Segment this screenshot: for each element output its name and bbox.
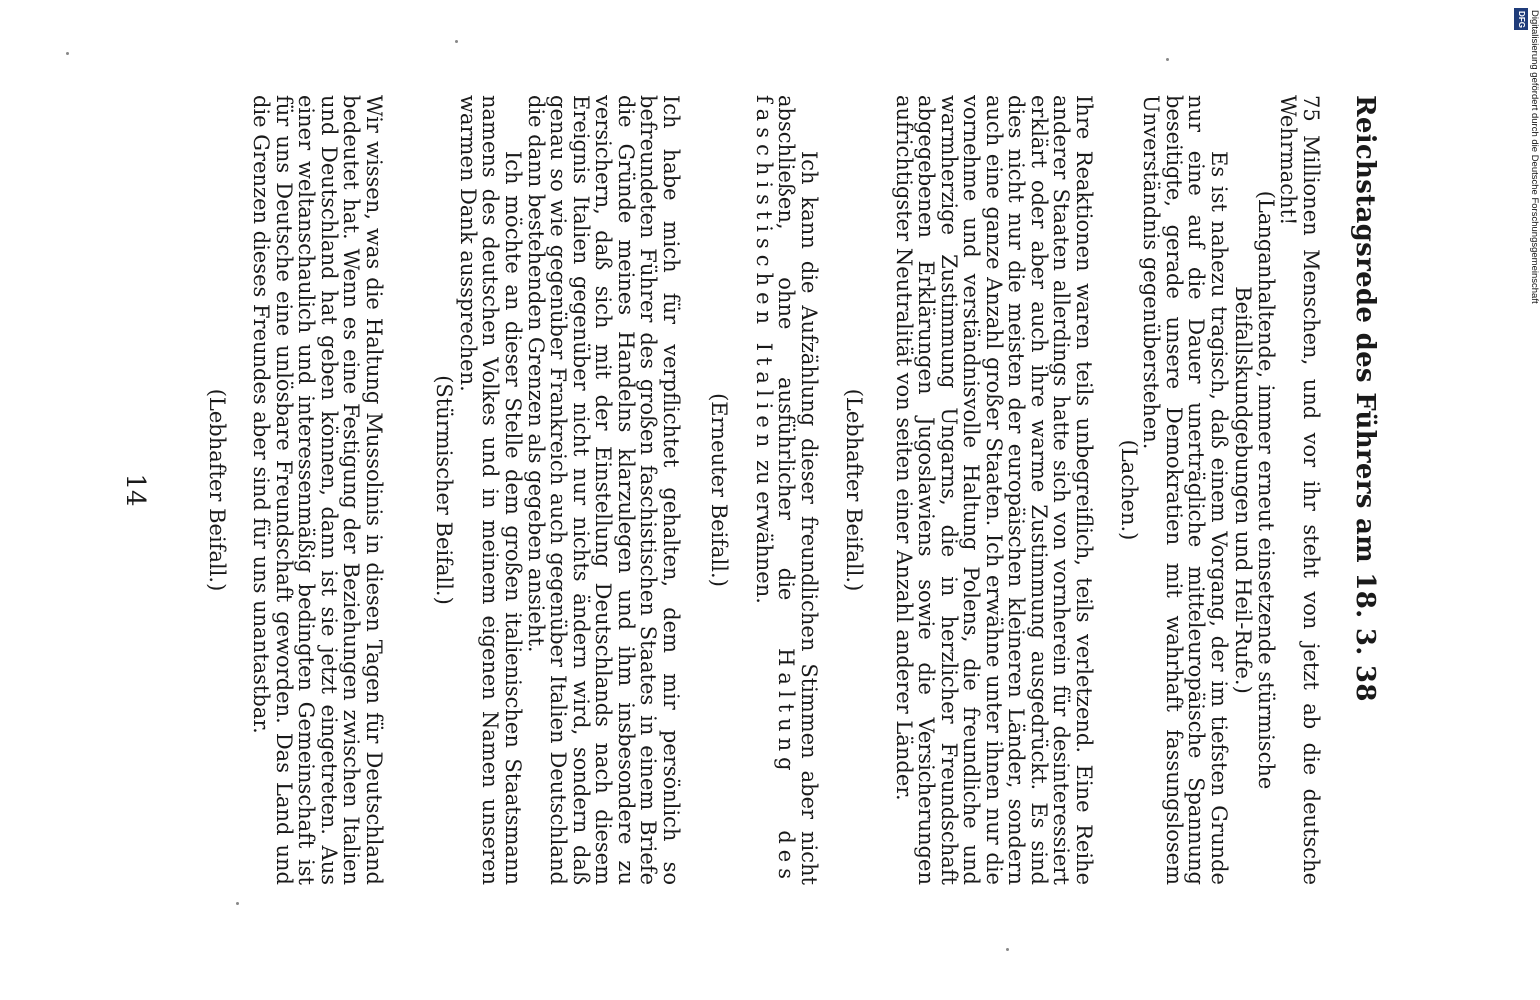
page-title: Reichstagsrede des Führers am 18. 3. 38 [1350,95,1380,702]
reaction-6: (Stürmischer Beifall.) [432,375,456,605]
paragraph-3: Ihre Reaktionen waren teils unbegreiflich, teils verletzend. Eine Reihe anderer Staaten allerdings hatte sich von vornherein für desinteressiert erklärt oder aber auch ihre warme Zustimmung ausgedrückt. Es sind dies nicht nur die meisten der europäischen kleineren Länder, sondern auch eine ganze Anzahl großer Staaten. Ich erwähne unter ihnen nur die vornehme und verständnisvolle Haltung Polens, die freundliche und warmherzige Zustimmung Ungarns, die in herzlicher Freundschaft abgegebenen Erklärungen Jugoslawiens sowie die Versicherungen aufrichtigster Neutralität von seiten einer Anzahl anderer Länder. [892,95,1096,885]
paragraph-7: Wir wissen, was die Haltung Mussolinis in diesen Tagen für Deutschland bedeutet hat. Wenn es eine Festigung der Beziehungen zwischen Italien und Deutschland hat geben können, dann ist sie jetzt eingetreten. Aus einer weltanschaulich und interessenmäßig bedingten Gemeinschaft ist für uns Deutsche eine unlösbare Freundschaft geworden. Das Land und die Grenzen dieses Freundes aber sind für uns unantastbar. [249,95,386,885]
paragraph-6: Ich möchte an dieser Stelle dem großen italienischen Staatsmann namens des deutschen Volkes und in meinem eigenen Namen unseren warmen Dank aussprechen. [456,95,525,885]
scan-speck [1166,58,1169,61]
digitization-note: Digitalisierung gefördert durch die Deutsche Forschungsgemeinschaft [1529,10,1540,304]
paragraph-4-spaced: Haltung des faschistischen Italien [752,95,799,885]
scan-speck [1006,948,1009,951]
paragraph-4-text-b: zu erwähnen. [752,460,776,604]
scan-speck [66,52,69,55]
paragraph-2: Es ist nahezu tragisch, daß einem Vorgang, der im tiefsten Grunde nur eine auf die Dauer unerträgliche mitteleuropäische Spannung beseitigte, gerade unsere Demokratien mit wahrhaft fassungslosem Unverständnis gegenüberstehen. [1139,95,1231,885]
scan-speck [455,40,458,43]
page-number: 14 [120,473,150,507]
dfg-logo: DFG [1514,8,1528,30]
rotated-page [80,95,1410,885]
reaction-1: (Langanhaltende, immer erneut einsetzende stürmische Beifallskundgebungen und Heil-Rufe.) [1231,190,1278,790]
reaction-3: (Lebhafter Beifall.) [842,388,866,592]
paragraph-4-text-a: Ich kann die Aufzählung dieser freundlichen Stimmen aber nicht abschließen, ohne ausführlicher die [774,95,821,885]
reaction-4: (Erneuter Beifall.) [707,393,731,587]
paragraph-1: 75 Millionen Menschen, und vor ihr steht von jetzt ab die deutsche Wehrmacht! [1276,95,1323,885]
scan-speck [236,902,239,905]
paragraph-4 [753,95,821,885]
reaction-2: (Lachen.) [1117,439,1141,541]
reaction-7: (Lebhafter Beifall.) [205,388,229,592]
paragraph-5: Ich habe mich für verpflichtet gehalten, dem mir persönlich so befreundeten Führer des großen faschistischen Staates in einem Briefe die Gründe meines Handelns klarzulegen und ihm insbesondere zu versichern, daß sich mit der Einstellung Deutschlands nach diesem Ereignis Italien gegenüber nicht nur nichts ändern wird, sondern daß genau so wie gegenüber Frankreich auch gegenüber Italien Deutschland die dann bestehenden Grenzen als gegeben ansieht. [524,95,683,885]
